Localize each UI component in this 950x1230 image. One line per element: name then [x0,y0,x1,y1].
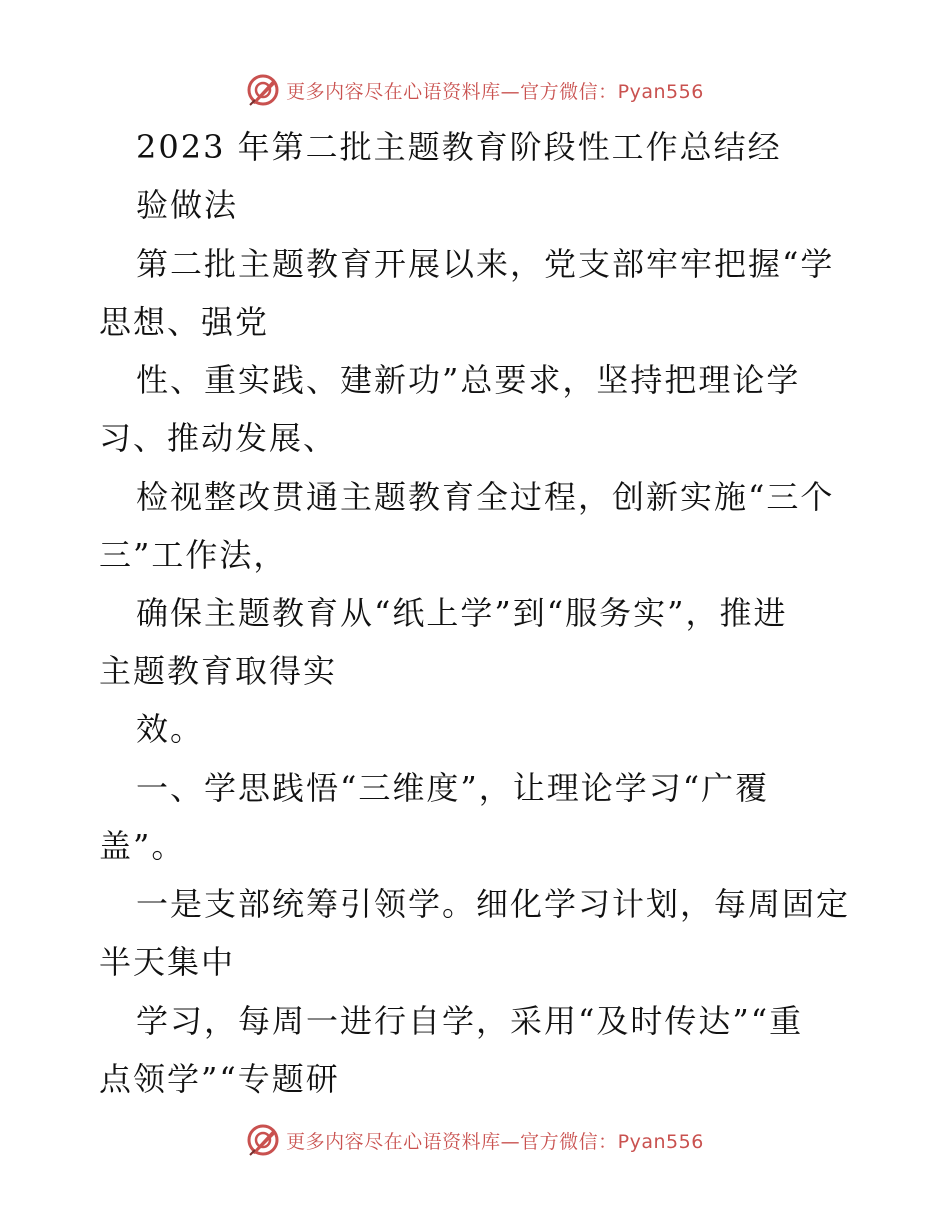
document-title-line-1: 2023 年第二批主题教育阶段性工作总结经 [136,128,782,166]
text-line: 习、推动发展、 [99,419,338,457]
text-line: 点领学”“专题研 [99,1060,340,1098]
text-line: 学习，每周一进行自学，采用“及时传达”“重 [136,1002,804,1040]
text-line: 一是支部统筹引领学。细化学习计划，每周固定 [136,885,851,923]
text-line: 第二批主题教育开展以来，党支部牢牢把握“学 [136,245,835,283]
text-line: 半天集中 [99,943,236,981]
watermark-text: 更多内容尽在心语资料库—官方微信：Pyan556 [286,1130,704,1153]
quill-logo-icon [246,1123,280,1157]
document-title-line-2: 验做法 [136,186,239,224]
section-heading-line-1: 一、学思践悟“三维度”，让理论学习“广覆 [136,769,770,807]
section-heading-line-2: 盖”。 [99,827,186,865]
text-line: 性、重实践、建新功”总要求，坚持把理论学 [136,361,801,399]
text-line: 检视整改贯通主题教育全过程，创新实施“三个 [136,478,835,516]
text-line: 三”工作法， [99,536,288,574]
text-line: 效。 [136,710,205,748]
text-line: 思想、强党 [99,303,270,341]
watermark-text: 更多内容尽在心语资料库—官方微信：Pyan556 [286,80,704,103]
text-line: 确保主题教育从“纸上学”到“服务实”，推进 [136,594,788,632]
footer-watermark [0,1120,950,1160]
text-line: 主题教育取得实 [99,652,338,690]
